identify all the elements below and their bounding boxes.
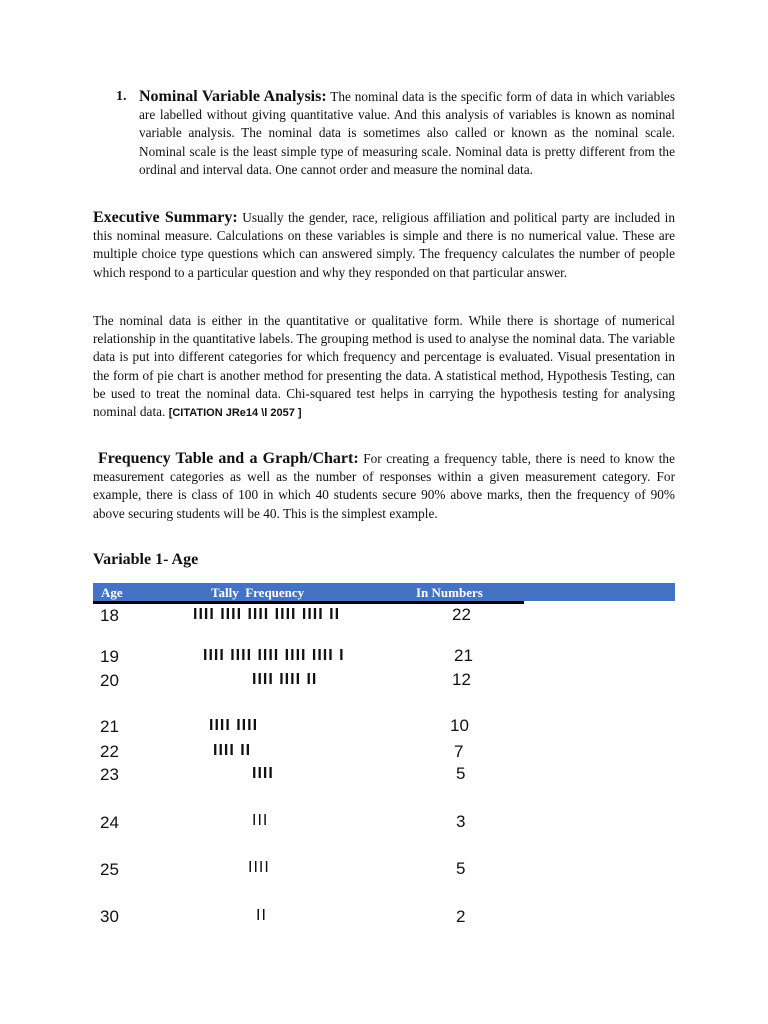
count-cell: 5 [456, 764, 466, 783]
count-cell: 2 [456, 907, 466, 926]
tally-cell: II [256, 907, 267, 924]
age-cell: 21 [100, 717, 119, 736]
header-in-numbers: In Numbers [416, 585, 483, 600]
citation: [CITATION JRe14 \l 2057 ] [168, 407, 302, 420]
nominal-data-text: The nominal data is either in the quantitative or qualitative form. While there is shortage of numerical relationship in the quantitative labels. The grouping method is used to analyse the nominal data. The variable data is put into different categories for which frequency and percentage is evaluated. Visual presentation in the form of pie chart is another method for presenting the data. A statistical method, Hypothesis Testing, can be used to treat the nominal data. Chi-squared test helps in carrying the hypothesis testing for analysing nominal data. [93, 313, 675, 420]
nominal-variable-analysis-heading: Nominal Variable Analysis: [139, 88, 327, 105]
tally-cell: IIII II [213, 742, 252, 759]
header-age: Age [101, 585, 123, 600]
frequency-table-text: For creating a frequency table, there is need to know the measurement categories as well as the number of responses within a given measurement category. For example, there is class of 100 in which 40 students secure 90% above marks, then the frequency of 90% above securing students will be 40. This is the simplest example. [93, 451, 675, 521]
frequency-table-heading: Frequency Table and a Graph/Chart: [98, 450, 359, 467]
count-cell: 5 [456, 859, 466, 878]
age-cell: 25 [100, 860, 119, 879]
frequency-table-paragraph [93, 450, 675, 523]
age-cell: 20 [100, 671, 119, 690]
variable-title: Variable 1- Age [93, 551, 199, 568]
count-cell: 10 [450, 716, 469, 735]
tally-cell: IIII [248, 859, 270, 876]
age-cell: 30 [100, 907, 119, 926]
tally-cell: III [252, 812, 269, 829]
tally-cell: IIII IIII II [252, 671, 318, 688]
age-cell: 19 [100, 647, 119, 666]
age-cell: 23 [100, 765, 119, 784]
count-cell: 22 [452, 605, 471, 624]
age-cell: 24 [100, 813, 119, 832]
count-cell: 3 [456, 812, 466, 831]
executive-summary-text: Usually the gender, race, religious affiliation and political party are included in this nominal measure. Calculations on these variables is simple and there is no numerical value. These are multiple choice type questions which can answered simply. The frequency calculates the number of people which respond to a particular question and why they responded on that particular answer. [93, 210, 675, 280]
header-underline [93, 601, 524, 604]
tally-cell: IIII IIII [209, 717, 259, 734]
age-cell: 22 [100, 742, 119, 761]
tally-cell: IIII IIII IIII IIII IIII I [203, 647, 345, 664]
count-cell: 7 [454, 742, 464, 761]
count-cell: 21 [454, 646, 473, 665]
tally-cell: IIII [252, 765, 274, 782]
list-number: 1. [116, 89, 127, 104]
executive-summary-heading: Executive Summary: [93, 209, 238, 226]
table-header [93, 583, 675, 601]
nominal-variable-analysis-paragraph [139, 88, 675, 179]
nominal-variable-analysis-text: The nominal data is the specific form of data in which variables are labelled without giving quantitative value. And this analysis of variables is known as nominal variable analysis. The nominal data is sometimes also called or known as the nominal scale. Nominal scale is the least simple type of measuring scale. Nominal data is pretty different from the ordinal and interval data. One cannot order and measure the nominal data. [139, 89, 675, 177]
age-cell: 18 [100, 606, 119, 625]
count-cell: 12 [452, 670, 471, 689]
nominal-data-paragraph [93, 312, 675, 422]
header-tally-frequency: Tally Frequency [211, 585, 305, 600]
executive-summary-paragraph [93, 209, 675, 282]
tally-cell: IIII IIII IIII IIII IIII II [193, 606, 341, 623]
